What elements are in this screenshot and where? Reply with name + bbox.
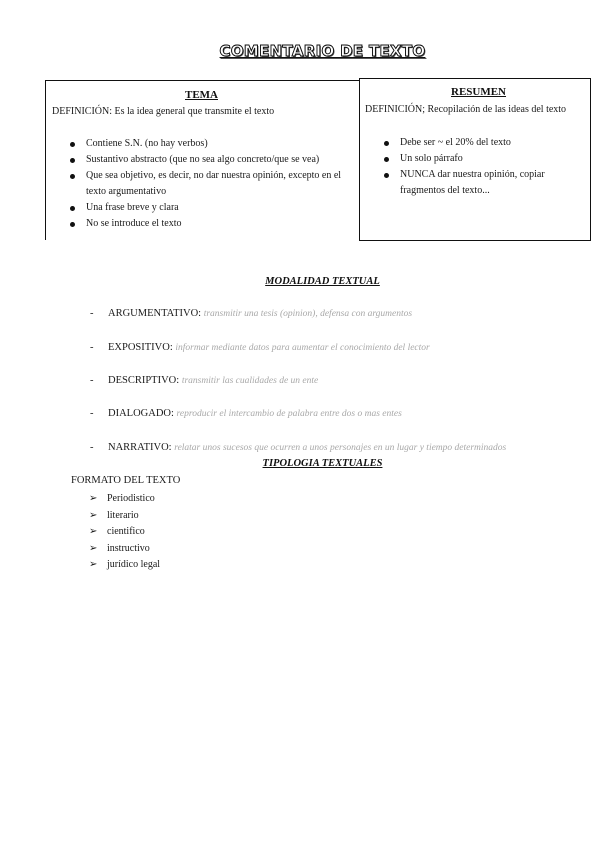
list-item: [89, 524, 160, 541]
dash-bullet: -: [90, 442, 94, 453]
resumen-definition: DEFINICIÓN; Recopilación de las ideas del texto: [365, 104, 567, 115]
modalidad-desc: relatar unos sucesos que ocurren a unos personajes en un lugar y tiempo determinados: [174, 443, 507, 453]
list-item: Un solo párrafo: [382, 151, 577, 167]
arrow-bullet-icon: ➢: [89, 509, 98, 521]
box-top-border: [360, 78, 590, 79]
modalidad-item: [90, 375, 318, 386]
document-title: COMENTARIO DE TEXTO: [219, 42, 426, 60]
dash-bullet: -: [90, 408, 94, 419]
modalidad-item: [90, 342, 430, 353]
arrow-bullet-icon: ➢: [89, 493, 98, 504]
list-item: [89, 541, 160, 558]
format-item: instructivo: [107, 542, 150, 554]
list-item: [89, 491, 160, 508]
format-list: [89, 491, 160, 574]
arrow-bullet-icon: ➢: [89, 542, 98, 554]
modalidad-desc: reproducir el intercambio de palabra entre dos o mas entes: [176, 409, 402, 419]
modalidad-name: EXPOSITIVO:: [108, 342, 173, 353]
modalidad-item: [90, 442, 506, 453]
dash-bullet: -: [90, 375, 94, 386]
list-item: [89, 557, 160, 574]
tipologia-heading: TIPOLOGIA TEXTUALES: [262, 458, 383, 469]
format-item: jurídico legal: [107, 559, 161, 570]
format-item: Periodistico: [107, 493, 155, 504]
modalidad-desc: transmitir una tesis (opinion), defensa con argumentos: [203, 309, 413, 319]
arrow-bullet-icon: ➢: [89, 559, 98, 570]
modalidad-item: [90, 308, 412, 319]
tema-bullet-list: [68, 136, 358, 232]
dash-bullet: -: [90, 342, 94, 353]
list-item: Sustantivo abstracto (que no sea algo concreto/que se vea): [68, 152, 358, 168]
modalidad-desc: transmitir las cualidades de un ente: [181, 376, 319, 386]
resumen-heading: RESUMEN: [451, 86, 507, 98]
tema-box: [45, 80, 359, 240]
list-item: [89, 508, 160, 525]
modalidad-name: DESCRIPTIVO:: [108, 375, 180, 386]
format-item: literario: [107, 509, 139, 521]
format-item: cientifico: [107, 526, 145, 537]
list-item: Que sea objetivo, es decir, no dar nuestra opinión, excepto en el texto argumentativo: [68, 168, 358, 200]
modalidad-name: NARRATIVO:: [108, 442, 172, 453]
resumen-bullet-list: [382, 135, 577, 199]
list-item: Una frase breve y clara: [68, 200, 358, 216]
modalidad-desc: informar mediante datos para aumentar el conocimiento del lector: [175, 343, 430, 353]
resumen-box: [359, 78, 591, 241]
list-item: Debe ser ~ el 20% del texto: [382, 135, 577, 151]
modalidad-name: ARGUMENTATIVO:: [108, 308, 202, 319]
list-item: NUNCA dar nuestra opinión, copiar fragmentos del texto...: [382, 167, 577, 199]
list-item: Contiene S.N. (no hay verbos): [68, 136, 358, 152]
tema-definition: DEFINICIÓN: Es la idea general que transmite el texto: [52, 106, 275, 117]
arrow-bullet-icon: ➢: [89, 526, 98, 537]
list-item: No se introduce el texto: [68, 216, 358, 232]
tema-heading: TEMA: [185, 89, 218, 101]
modalidad-item: [90, 408, 402, 419]
modalidad-name: DIALOGADO:: [108, 408, 174, 419]
modalidad-heading: MODALIDAD TEXTUAL: [265, 276, 380, 287]
format-label: FORMATO DEL TEXTO: [71, 475, 181, 486]
dash-bullet: -: [90, 308, 94, 319]
